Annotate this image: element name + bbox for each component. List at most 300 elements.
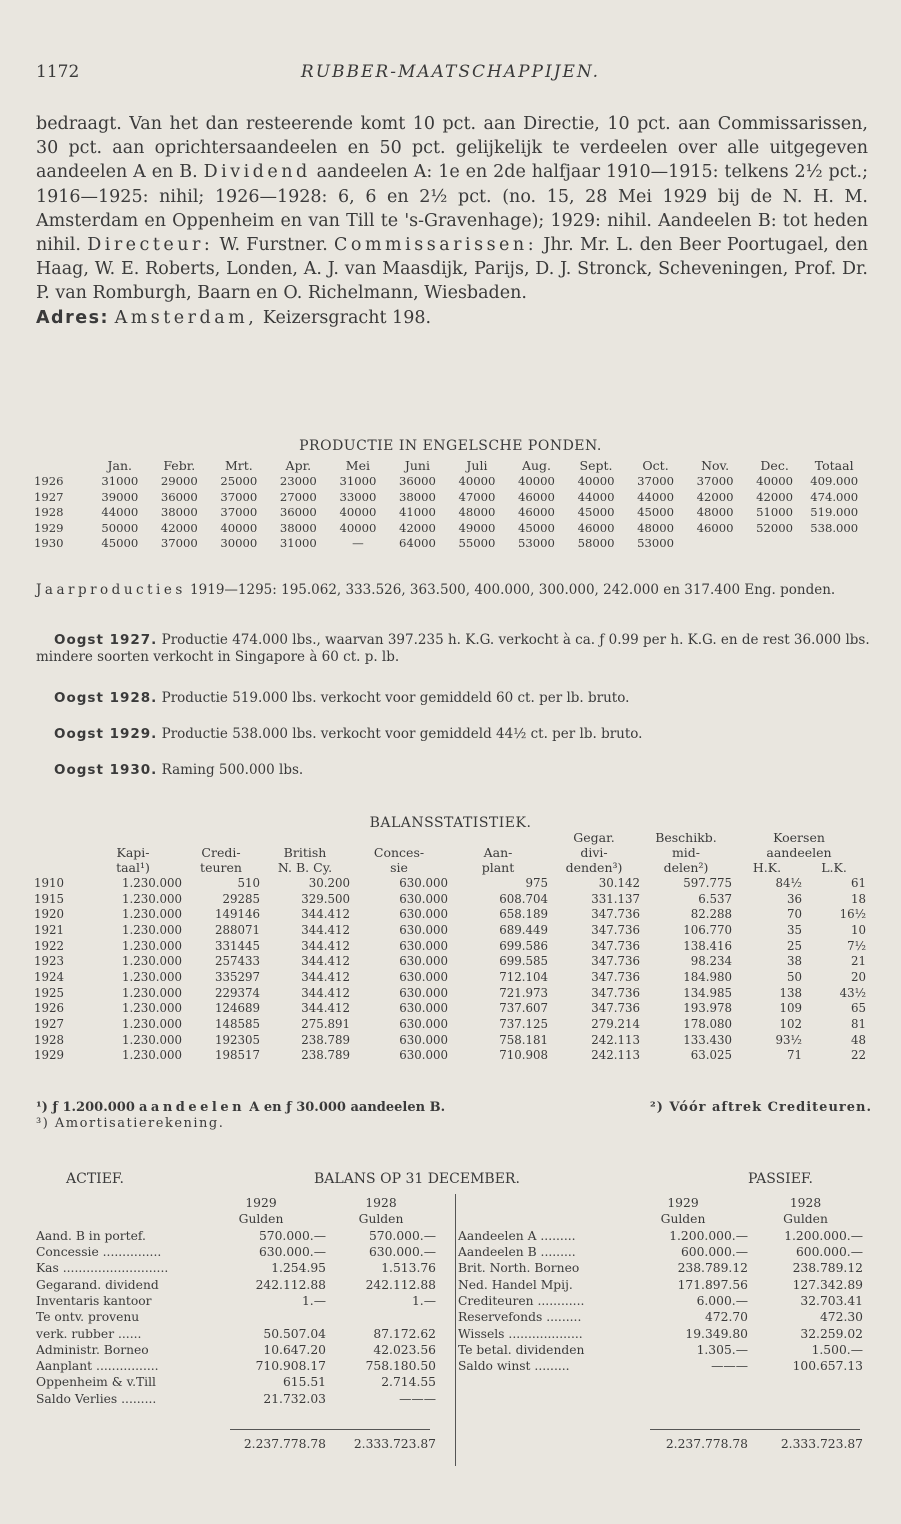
table-row [36, 1325, 436, 1341]
table-cell: 46000 [518, 489, 555, 504]
table-cell: 630.000.— [258, 1245, 326, 1260]
table-cell: 710.908.17 [255, 1359, 326, 1374]
table-row [34, 953, 866, 969]
paragraph-dividends: aandeelen A: 1e en 2de halfjaar 1910—1915: telkens 2½ pct.; 1916—1925: nihil; 1926—1928: 6, 6 en 2½ pct. (no. 15, 28 Mei 1929 bij de N. H. M. Amsterdam en Oppenheim en van Till te 's-Gravenhage); 1929: nihil. Aandeelen B: tot heden nihil. [36, 162, 868, 256]
header-cell: Beschikb. [655, 829, 717, 845]
header-cell: 1929 [245, 1196, 277, 1211]
production-table-title: PRODUCTIE IN ENGELSCHE PONDEN. [299, 438, 602, 454]
table-cell: 65 [851, 1001, 867, 1016]
table-cell: Ned. Handel Mpij. [458, 1277, 573, 1292]
table-cell: 1930 [34, 536, 64, 551]
table-cell: 178.080 [683, 1017, 732, 1032]
table-cell: 71 [786, 1048, 802, 1063]
running-title: RUBBER-MAATSCHAPPIJEN. [300, 62, 601, 82]
oogst-text: Raming 500.000 lbs. [161, 762, 304, 778]
table-cell: 2.714.55 [381, 1375, 436, 1390]
header-cell: Totaal [814, 458, 854, 474]
header-cell: Koersen [773, 829, 825, 845]
table-cell: 36000 [279, 505, 317, 520]
year-header-row [36, 1195, 436, 1211]
table-cell: 758.181 [499, 1032, 548, 1047]
table-cell: Administr. Borneo [36, 1342, 149, 1357]
table-cell: Aandeelen B ......... [458, 1245, 576, 1260]
paragraph-profit-distribution: bedraagt. Van het dan resteerende komt 10 pct. aan Directie, 10 pct. aan Commissarissen, 30 pct. aan oprichtersaandeelen en 50 pct. gelijkelijk te verdeelen over alle uitgegeven aandeelen A en B. [36, 114, 868, 183]
table-cell: 48000 [637, 520, 674, 535]
table-cell: 238.789 [301, 1048, 350, 1063]
table-cell: 737.125 [499, 1017, 548, 1032]
table-cell: 1.230.000 [121, 1001, 182, 1016]
table-cell [804, 536, 864, 552]
table-header-row [34, 860, 866, 875]
table-cell: Te ontv. provenu [36, 1310, 140, 1325]
table-cell: 7½ [847, 938, 867, 953]
table-row [458, 1358, 863, 1374]
table-cell: 64000 [398, 536, 436, 551]
table-cell: 472.70 [704, 1310, 748, 1325]
table-cell: 50000 [101, 520, 139, 535]
table-cell: 519.000 [810, 505, 859, 520]
table-cell: 242.113 [591, 1048, 640, 1063]
table-cell: 344.412 [301, 907, 350, 922]
header-cell: Gulden [238, 1212, 284, 1227]
table-row [34, 985, 866, 1001]
table-cell: 1.230.000 [121, 1048, 182, 1063]
table-cell: 658.189 [499, 907, 548, 922]
table-cell: 40000 [339, 505, 377, 520]
table-cell: Aandeelen A ......... [458, 1228, 576, 1243]
table-row [36, 1391, 436, 1407]
actief-label: ACTIEF. [66, 1171, 124, 1187]
table-cell: 184.980 [683, 969, 732, 984]
table-row [34, 875, 866, 891]
header-cell [34, 458, 90, 474]
unit-header-row [458, 1211, 863, 1227]
table-cell: 31000 [279, 536, 317, 551]
table-cell: 37000 [220, 489, 258, 504]
header-cell [458, 1195, 618, 1211]
table-cell: 20 [851, 969, 867, 984]
table-cell: 32.703.41 [800, 1293, 863, 1308]
table-cell: 275.891 [301, 1017, 350, 1032]
actief-total-rule [230, 1429, 430, 1430]
table-cell: 84½ [775, 875, 802, 890]
header-cell: Gulden [660, 1212, 706, 1227]
header-cell: taal¹) [116, 859, 150, 875]
passief-total-1928: 2.333.723.87 [780, 1437, 863, 1451]
table-row [34, 505, 864, 521]
table-cell: 1.230.000 [121, 938, 182, 953]
table-cell: 48000 [458, 505, 496, 520]
table-cell: 1924 [34, 969, 65, 984]
table-cell: 1.305.— [696, 1342, 748, 1357]
header-cell [84, 830, 182, 845]
header-cell [36, 1195, 196, 1211]
table-cell: ——— [711, 1359, 748, 1374]
table-cell: 1.200.000.— [784, 1228, 863, 1243]
table-cell: 975 [525, 875, 548, 890]
table-cell: Wissels ................... [458, 1326, 583, 1341]
adres-street: Keizersgracht 198. [262, 307, 432, 328]
table-cell: 53000 [518, 536, 555, 551]
table-cell: 597.775 [683, 875, 732, 890]
table-cell: 46000 [696, 520, 734, 535]
header-cell: denden³) [565, 859, 623, 875]
table-cell: 10.647.20 [263, 1342, 326, 1357]
header-cell: Juli [466, 458, 488, 474]
table-cell: 81 [851, 1017, 867, 1032]
header-cell: 1928 [365, 1196, 397, 1211]
table-cell: 37000 [220, 505, 258, 520]
table-cell: 33000 [339, 489, 377, 504]
table-cell: 630.000 [399, 938, 448, 953]
table-cell: 347.736 [591, 1001, 640, 1016]
header-cell: Febr. [163, 458, 196, 474]
table-cell: 38 [786, 954, 802, 969]
table-cell: 721.973 [499, 985, 548, 1000]
table-cell: 1923 [34, 954, 65, 969]
adres-label: Adres: [36, 307, 109, 328]
header-cell: teuren [200, 859, 242, 875]
table-cell: 630.000 [399, 907, 448, 922]
table-row [36, 1293, 436, 1309]
table-cell: 70 [786, 907, 802, 922]
actief-table [36, 1195, 436, 1407]
table-cell: 600.000.— [680, 1245, 748, 1260]
table-cell [326, 1309, 436, 1325]
table-cell: 30.200 [308, 875, 350, 890]
header-cell [260, 830, 350, 845]
table-cell: 133.430 [683, 1032, 732, 1047]
table-cell: 1926 [34, 474, 64, 489]
header-cell: Mrt. [224, 458, 253, 474]
table-cell: 29000 [160, 474, 198, 489]
table-cell: 615.51 [282, 1375, 326, 1390]
table-row [458, 1228, 863, 1244]
table-row [458, 1276, 863, 1292]
table-cell: 737.607 [499, 1001, 548, 1016]
header-cell: Mei [345, 458, 370, 474]
table-cell: 1915 [34, 891, 65, 906]
directeur-name: W. Furstner [219, 235, 323, 256]
table-cell: 630.000 [399, 1017, 448, 1032]
table-cell: Aanplant ................ [36, 1359, 159, 1374]
table-cell: 1928 [34, 1032, 65, 1047]
table-cell: 1.230.000 [121, 891, 182, 906]
table-cell: 600.000.— [795, 1245, 863, 1260]
table-cell: 630.000 [399, 985, 448, 1000]
table-cell: 238.789.12 [677, 1261, 748, 1276]
table-cell: 689.449 [499, 922, 548, 937]
table-cell: 630.000 [399, 954, 448, 969]
table-cell: 1.500.— [811, 1342, 863, 1357]
table-row [34, 891, 866, 907]
table-cell: 50 [786, 969, 802, 984]
header-cell [182, 830, 260, 845]
table-cell: Oppenheim & v.Till [36, 1375, 156, 1390]
table-cell: 1.230.000 [121, 985, 182, 1000]
table-header-row [34, 830, 866, 845]
table-row [36, 1244, 436, 1260]
table-row [34, 922, 866, 938]
table-cell: 42000 [696, 489, 734, 504]
table-cell: 149146 [214, 907, 260, 922]
table-cell: 193.978 [683, 1001, 732, 1016]
header-cell: 1928 [789, 1196, 822, 1211]
table-cell: 37000 [696, 474, 734, 489]
header-cell: divi- [580, 844, 608, 860]
oogst-label: Oogst 1930. [54, 762, 158, 778]
oogst-text: Productie 474.000 lbs., waarvan 397.235 h. K.G. verkocht à ca. ƒ 0.99 per h. K.G. en de rest 36.000 lbs. mindere soorten verkocht in Singapore à 60 ct. p. lb. [36, 632, 870, 665]
table-cell: — [352, 536, 364, 551]
table-cell: 1929 [34, 520, 64, 535]
table-cell: 58000 [577, 536, 615, 551]
table-row [34, 1048, 866, 1064]
page-header [36, 62, 865, 86]
table-cell: 44000 [637, 489, 674, 504]
table-cell: 474.000 [810, 489, 859, 504]
table-cell: 630.000.— [368, 1245, 436, 1260]
table-cell: 40000 [339, 520, 377, 535]
table-cell: 335297 [214, 969, 260, 984]
table-cell: 45000 [518, 520, 555, 535]
header-cell: Dec. [760, 458, 789, 474]
table-cell: 27000 [279, 489, 317, 504]
table-cell: 198517 [214, 1048, 260, 1063]
table-row [36, 1374, 436, 1390]
table-cell: 331.137 [591, 891, 640, 906]
table-cell: Brit. North. Borneo [458, 1261, 580, 1276]
table-cell: 570.000.— [258, 1228, 326, 1243]
table-cell: 1.— [411, 1293, 436, 1308]
table-cell: 1925 [34, 985, 65, 1000]
table-cell: 10 [851, 922, 867, 937]
header-cell: Juni [404, 458, 430, 474]
table-cell: 21 [851, 954, 867, 969]
table-cell: 124689 [214, 1001, 260, 1016]
oogst-1929 [36, 726, 876, 743]
table-row [34, 938, 866, 954]
header-cell: N. B. Cy. [277, 859, 333, 875]
table-cell: 1922 [34, 938, 65, 953]
year-header-row [458, 1195, 863, 1211]
table-row [458, 1325, 863, 1341]
adres-city: Amsterdam, [114, 307, 258, 328]
table-cell: 608.704 [499, 891, 548, 906]
table-cell: 31000 [101, 474, 139, 489]
table-cell: 242.113 [591, 1032, 640, 1047]
table-cell: 23000 [279, 474, 317, 489]
header-cell [458, 1211, 618, 1227]
table-cell: 570.000.— [368, 1228, 436, 1243]
table-cell: 148585 [214, 1017, 260, 1032]
table-cell: Te betal. dividenden [458, 1342, 585, 1357]
table-cell: 630.000 [399, 969, 448, 984]
table-cell: 331445 [214, 938, 260, 953]
table-cell: 102 [779, 1017, 802, 1032]
table-row [36, 1358, 436, 1374]
table-cell: 40000 [458, 474, 496, 489]
header-cell: Aan- [483, 844, 513, 860]
table-cell: 347.736 [591, 922, 640, 937]
balance-sheet-title: BALANS OP 31 DECEMBER. [314, 1171, 520, 1187]
header-cell: 1929 [667, 1196, 699, 1211]
directeur-label: Directeur: [87, 235, 214, 256]
table-row [34, 536, 864, 552]
table-cell: 40000 [220, 520, 258, 535]
table-cell: 279.214 [591, 1017, 640, 1032]
table-cell: 344.412 [301, 985, 350, 1000]
table-cell: 38000 [279, 520, 317, 535]
table-row [34, 1032, 866, 1048]
balance-sheet-header [36, 1171, 866, 1189]
balance-statistics-title: BALANSSTATISTIEK. [369, 815, 532, 831]
header-cell: Apr. [285, 458, 312, 474]
oogst-text: Productie 538.000 lbs. verkocht voor gemiddeld 44½ ct. per lb. bruto. [161, 726, 643, 742]
table-cell: 106.770 [683, 922, 732, 937]
table-row [458, 1342, 863, 1358]
table-cell: 329.500 [301, 891, 350, 906]
table-cell: Aand. B in portef. [36, 1228, 146, 1243]
table-row [36, 1342, 436, 1358]
table-cell: 45000 [577, 505, 615, 520]
header-cell: sie [390, 859, 408, 875]
table-cell: 29285 [222, 891, 260, 906]
table-cell: 344.412 [301, 938, 350, 953]
table-cell: 50.507.04 [263, 1326, 326, 1341]
table-row [36, 1309, 436, 1325]
table-cell: 22 [851, 1048, 867, 1063]
table-cell: 36 [786, 891, 802, 906]
oogst-1930 [36, 762, 876, 779]
table-cell: 347.736 [591, 938, 640, 953]
table-cell: 630.000 [399, 875, 448, 890]
table-cell: 238.789 [301, 1032, 350, 1047]
jaarproducties-text: 1919—1295: 195.062, 333.526, 363.500, 400.000, 300.000, 242.000 en 317.400 Eng. ponden. [190, 582, 836, 598]
table-cell: 1.254.95 [271, 1261, 326, 1276]
header-cell: Sept. [579, 458, 613, 474]
table-cell: 344.412 [301, 969, 350, 984]
table-cell: ——— [399, 1391, 436, 1406]
table-cell: 699.586 [499, 938, 548, 953]
table-cell: 38000 [160, 505, 198, 520]
table-cell: 344.412 [301, 922, 350, 937]
table-cell: 21.732.03 [263, 1391, 326, 1406]
header-cell [34, 860, 84, 875]
table-cell: 344.412 [301, 1001, 350, 1016]
commissarissen-names: Jhr. Mr. L. den Beer Poortugael, den Haag, W. E. Roberts, Londen, A. J. van Maasdijk, Parijs, D. J. Stronck, Scheveningen, Prof. Dr. P. van Romburgh, Baarn en O. Richelmann, Wiesbaden. [36, 235, 868, 304]
table-cell: 35 [786, 922, 802, 937]
table-cell: 18 [851, 891, 867, 906]
actief-total-1929: 2.237.778.78 [243, 1437, 326, 1451]
table-cell: 6.000.— [696, 1293, 748, 1308]
table-cell: Crediteuren ............ [458, 1293, 585, 1308]
table-cell: 51000 [756, 505, 794, 520]
table-cell: 138.416 [683, 938, 732, 953]
table-cell: 47000 [458, 489, 496, 504]
header-cell: Aug. [521, 458, 552, 474]
header-cell: Kapi- [116, 844, 150, 860]
table-cell: 538.000 [810, 520, 859, 535]
table-cell: 1910 [34, 875, 65, 890]
table-cell: 52000 [756, 520, 794, 535]
table-cell: 238.789.12 [792, 1261, 863, 1276]
table-cell: Gegarand. dividend [36, 1277, 159, 1292]
table-cell: 1.230.000 [121, 969, 182, 984]
table-cell: 758.180.50 [365, 1359, 436, 1374]
table-cell: 347.736 [591, 907, 640, 922]
table-cell: 42.023.56 [373, 1342, 436, 1357]
passief-total-rule [650, 1429, 860, 1430]
table-cell: 49000 [458, 520, 496, 535]
header-cell [350, 830, 448, 845]
passief-label: PASSIEF. [748, 1171, 813, 1187]
passief-table [458, 1195, 863, 1374]
table-header-row [34, 458, 864, 474]
table-cell: 409.000 [810, 474, 859, 489]
table-cell: 1920 [34, 907, 65, 922]
table-cell: Saldo Verlies ......... [36, 1391, 157, 1406]
table-cell: 1929 [34, 1048, 65, 1063]
table-cell [196, 1309, 326, 1325]
table-cell: 44000 [577, 489, 615, 504]
header-cell [34, 830, 84, 845]
oogst-1928 [36, 690, 876, 707]
table-cell: 630.000 [399, 922, 448, 937]
table-row [36, 1260, 436, 1276]
table-cell: Kas ........................... [36, 1261, 169, 1276]
table-cell: 1927 [34, 489, 64, 504]
table-row [34, 489, 864, 505]
table-cell: 347.736 [591, 969, 640, 984]
header-cell: Gegar. [573, 829, 615, 845]
table-cell: 192305 [214, 1032, 260, 1047]
commissarissen-label: Commissarissen: [334, 235, 538, 256]
table-cell: 1926 [34, 1001, 65, 1016]
table-cell: 1.230.000 [121, 875, 182, 890]
table-cell: Concessie ............... [36, 1245, 162, 1260]
table-cell: 36000 [398, 474, 436, 489]
page-number: 1172 [36, 62, 80, 82]
table-row [34, 906, 866, 922]
table-row [458, 1293, 863, 1309]
table-cell: 36000 [160, 489, 198, 504]
table-cell: 347.736 [591, 985, 640, 1000]
table-cell: 61 [851, 875, 867, 890]
table-cell: 48000 [696, 505, 734, 520]
header-cell: mid- [671, 844, 701, 860]
passief-total-1929: 2.237.778.78 [665, 1437, 748, 1451]
table-cell: 171.897.56 [677, 1277, 748, 1292]
table-cell: 712.104 [499, 969, 548, 984]
table-cell: 32.259.02 [800, 1326, 863, 1341]
oogst-label: Oogst 1929. [54, 726, 158, 742]
table-cell: 46000 [577, 520, 615, 535]
table-cell: 229374 [214, 985, 260, 1000]
table-cell: 710.908 [499, 1048, 548, 1063]
table-cell: 134.985 [683, 985, 732, 1000]
table-row [458, 1309, 863, 1325]
actief-total-1928: 2.333.723.87 [353, 1437, 436, 1451]
table-cell: 25 [786, 938, 802, 953]
table-cell: 100.657.13 [792, 1359, 863, 1374]
table-row [34, 969, 866, 985]
table-cell: 630.000 [399, 1032, 448, 1047]
table-cell: 37000 [637, 474, 674, 489]
production-table [34, 458, 864, 551]
table-cell: 40000 [756, 474, 794, 489]
header-cell: Oct. [642, 458, 669, 474]
table-cell: 46000 [518, 505, 555, 520]
